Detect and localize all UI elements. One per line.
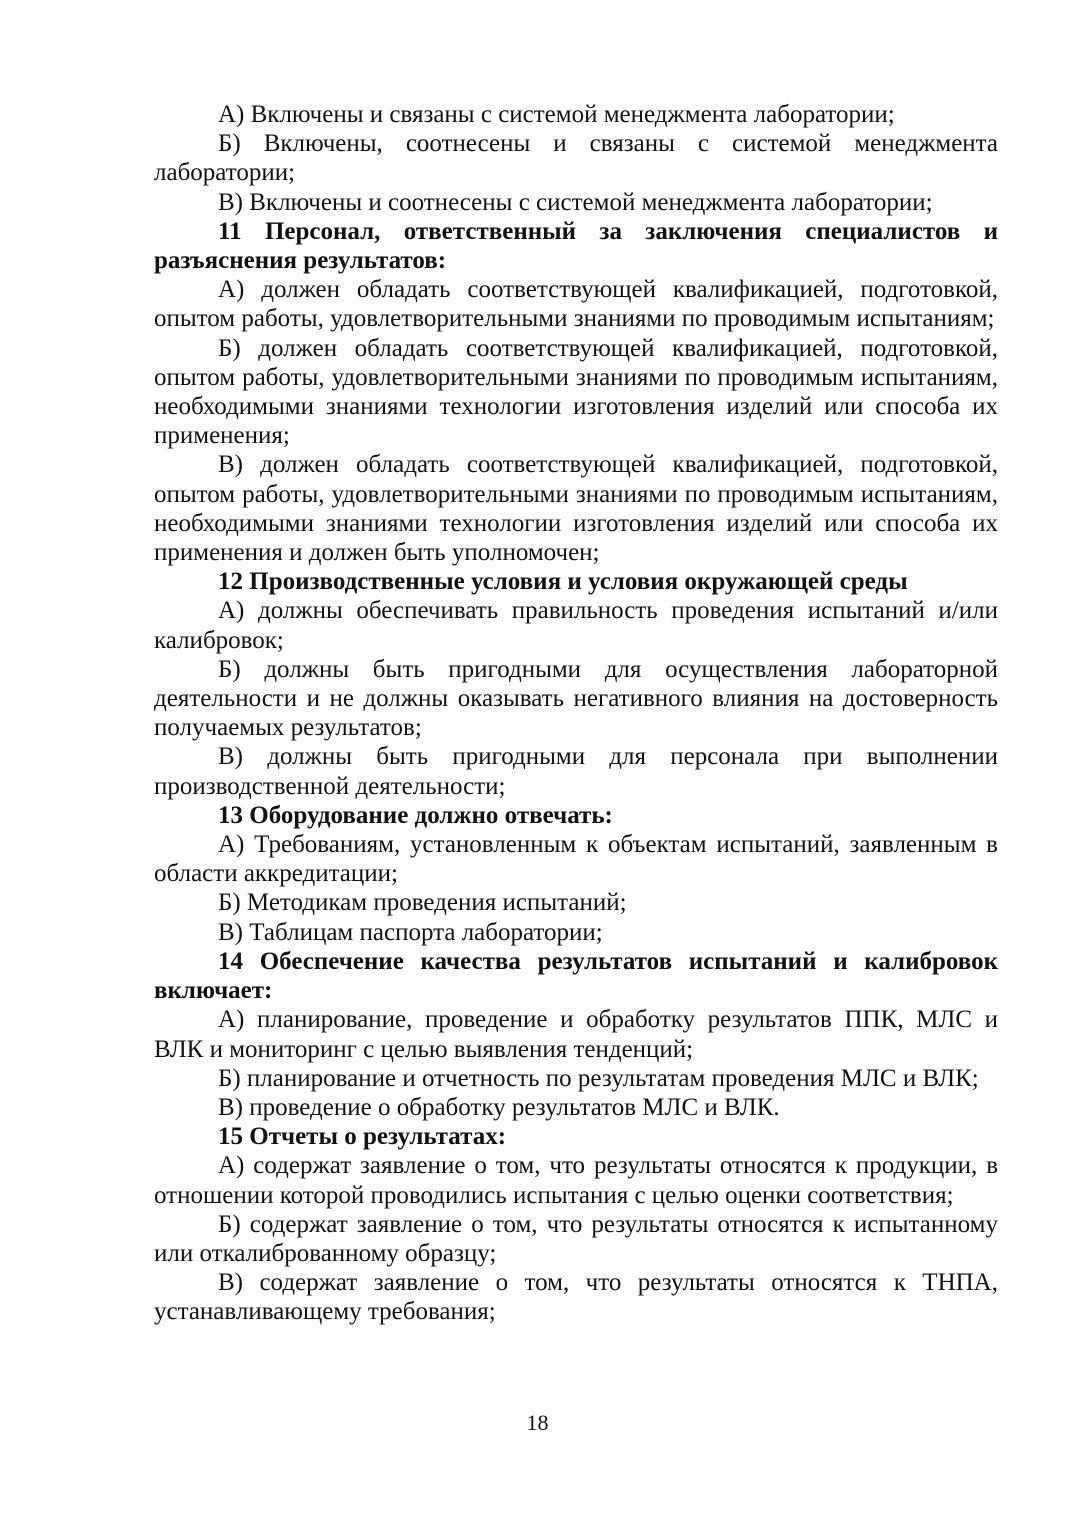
answer-option: Б) должны быть пригодными для осуществления лабораторной деятельности и не должны оказывать негативного влияния на достоверность получаемых результатов; [154,655,998,742]
question-heading: 15 Отчеты о результатах: [218,1123,507,1151]
document-body [154,100,998,1327]
answer-option: Б) содержат заявление о том, что результаты относятся к испытанному или откалиброванному образцу; [154,1210,998,1267]
answer-option: А) должен обладать соответствующей квалификацией, подготовкой, опытом работы, удовлетворительными знаниями по проводимым испытаниям; [154,276,998,333]
answer-option: В) Включены и соотнесены с системой менеджмента лаборатории; [218,188,933,216]
answer-option: А) содержат заявление о том, что результаты относятся к продукции, в отношении которой проводились испытания с целью оценки соответствия; [154,1152,998,1209]
question-heading: 13 Оборудование должно отвечать: [218,801,613,829]
answer-option: Б) планирование и отчетность по результатам проведения МЛС и ВЛК; [218,1064,979,1092]
answer-option: Б) Включены, соотнесены и связаны с системой менеджмента лаборатории; [154,130,998,187]
answer-option: В) должен обладать соответствующей квалификацией, подготовкой, опытом работы, удовлетворительными знаниями по проводимым испытаниям, необходимыми знаниями технологии изготовления изделий или способа их применения и должен быть уполномочен; [154,451,998,567]
answer-option: В) должны быть пригодными для персонала при выполнении производственной деятельности; [154,743,998,800]
answer-option: А) Включены и связаны с системой менеджмента лаборатории; [218,101,895,128]
answer-option: А) планирование, проведение и обработку результатов ППК, МЛС и ВЛК и мониторинг с целью выявления тенденций; [154,1006,998,1063]
answer-option: А) должны обеспечивать правильность проведения испытаний и/или калибровок; [154,597,998,654]
answer-option: В) Таблицам паспорта лаборатории; [218,918,603,946]
question-heading: 11 Персонал, ответственный за заключения специалистов и разъяснения результатов: [154,217,998,275]
answer-option: Б) должен обладать соответствующей квалификацией, подготовкой, опытом работы, удовлетворительными знаниями по проводимым испытаниям, необходимыми знаниями технологии изготовления изделий или способа их применения; [154,334,998,450]
question-heading: 12 Производственные условия и условия окружающей среды [218,568,908,596]
answer-option: Б) Методикам проведения испытаний; [218,889,627,917]
question-heading: 14 Обеспечение качества результатов испытаний и калибровок включает: [154,947,998,1005]
answer-option: А) Требованиям, установленным к объектам испытаний, заявленным в области аккредитации; [154,831,998,888]
page-number: 18 [526,1410,549,1435]
answer-option: В) содержат заявление о том, что результаты относятся к ТНПА, устанавливающему требования; [154,1269,998,1326]
answer-option: В) проведение о обработку результатов МЛС и ВЛК. [218,1093,780,1121]
